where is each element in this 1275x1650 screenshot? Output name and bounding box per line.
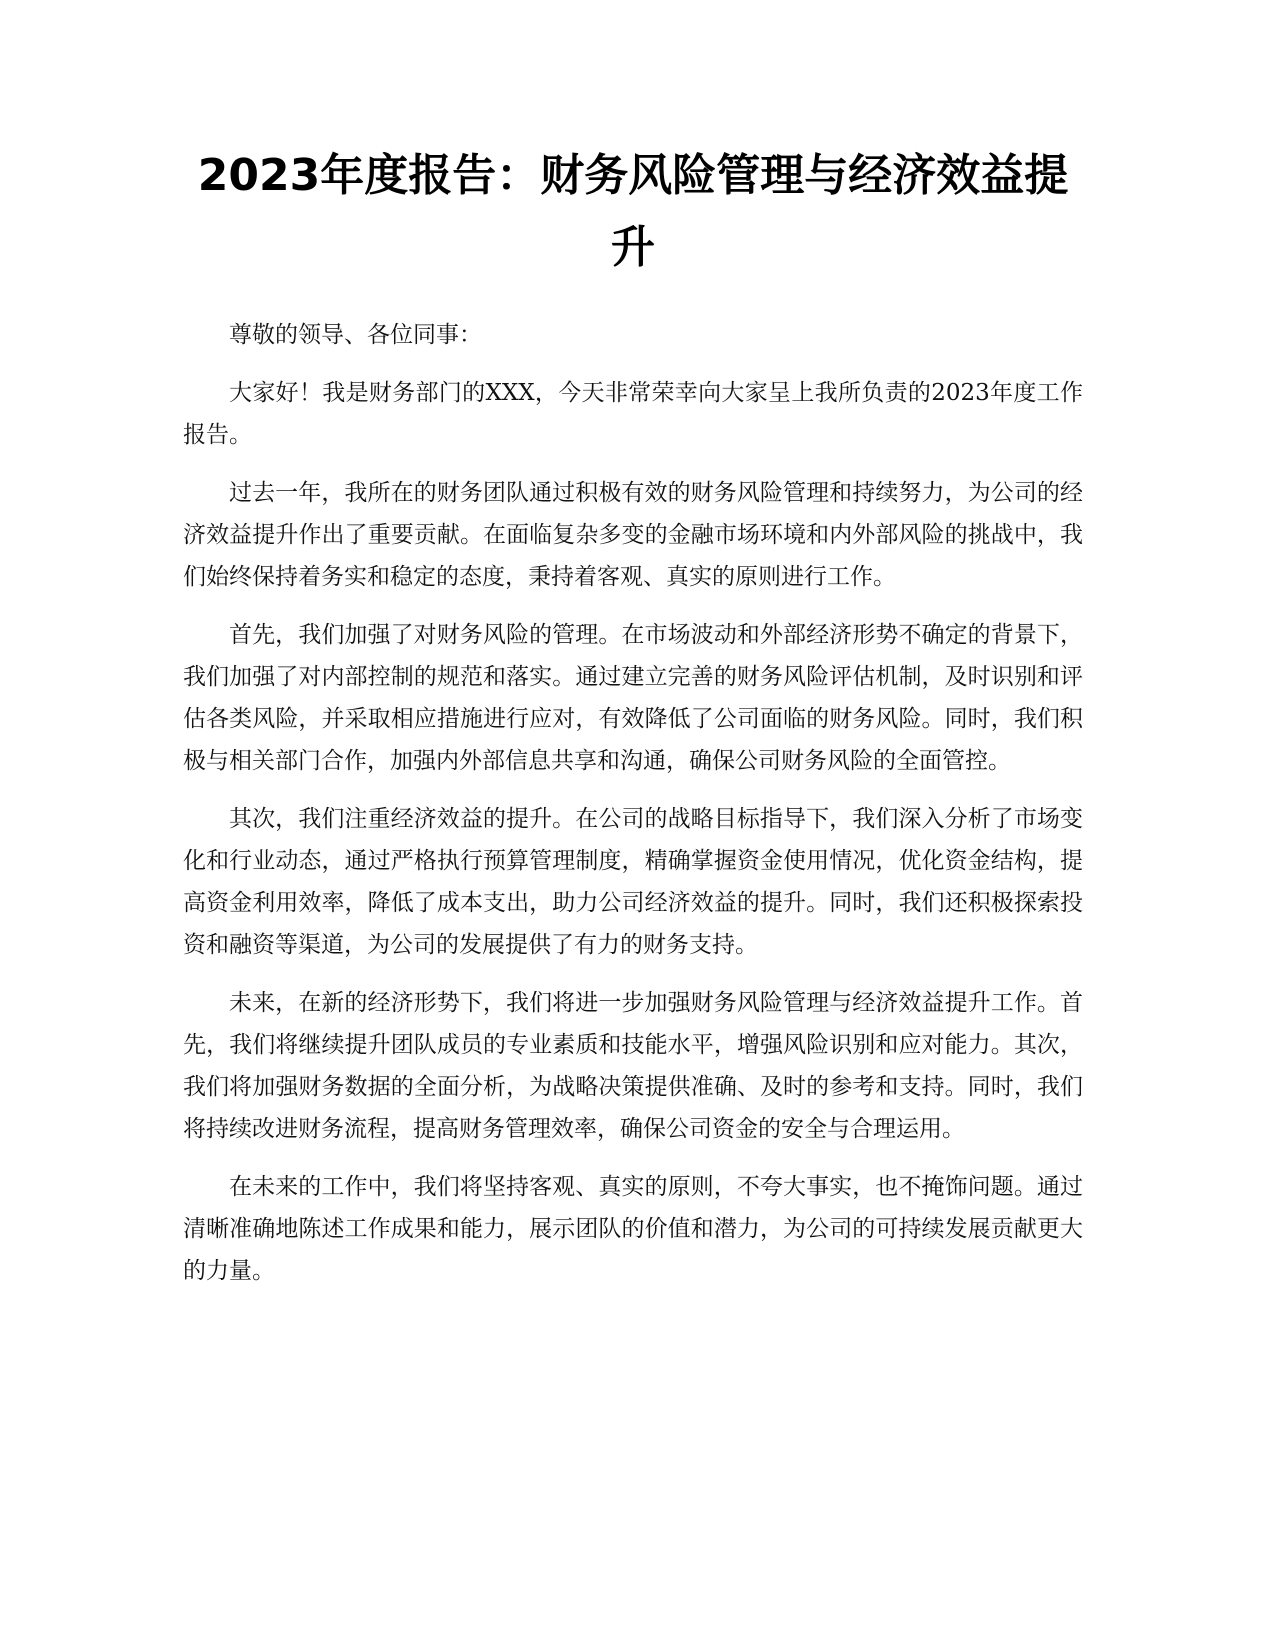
document-body: [183, 140, 1083, 1308]
document-title: 2023年度报告：财务风险管理与经济效益提升: [197, 150, 1069, 273]
paragraph-economic-benefit: 其次，我们注重经济效益的提升。在公司的战略目标指导下，我们深入分析了市场变化和行业动态，通过严格执行预算管理制度，精确掌握资金使用情况，优化资金结构，提高资金利用效率，降低了成本支出，助力公司经济效益的提升。同时，我们还积极探索投资和融资等渠道，为公司的发展提供了有力的财务支持。: [183, 806, 1083, 958]
paragraph-risk-management: 首先，我们加强了对财务风险的管理。在市场波动和外部经济形势不确定的背景下，我们加强了对内部控制的规范和落实。通过建立完善的财务风险评估机制，及时识别和评估各类风险，并采取相应措施进行应对，有效降低了公司面临的财务风险。同时，我们积极与相关部门合作，加强内外部信息共享和沟通，确保公司财务风险的全面管控。: [183, 622, 1083, 774]
paragraph-overview: 过去一年，我所在的财务团队通过积极有效的财务风险管理和持续努力，为公司的经济效益提升作出了重要贡献。在面临复杂多变的金融市场环境和内外部风险的挑战中，我们始终保持着务实和稳定的态度，秉持着客观、真实的原则进行工作。: [183, 480, 1083, 590]
paragraph-greeting: 大家好！我是财务部门的XXX，今天非常荣幸向大家呈上我所负责的2023年度工作报告。: [183, 380, 1083, 448]
paragraph-closing: 在未来的工作中，我们将坚持客观、真实的原则，不夸大事实，也不掩饰问题。通过清晰准确地陈述工作成果和能力，展示团队的价值和潜力，为公司的可持续发展贡献更大的力量。: [183, 1174, 1083, 1284]
paragraph-future-plan: 未来，在新的经济形势下，我们将进一步加强财务风险管理与经济效益提升工作。首先，我们将继续提升团队成员的专业素质和技能水平，增强风险识别和应对能力。其次，我们将加强财务数据的全面分析，为战略决策提供准确、及时的参考和支持。同时，我们将持续改进财务流程，提高财务管理效率，确保公司资金的安全与合理运用。: [183, 990, 1083, 1142]
paragraph-salutation: 尊敬的领导、各位同事：: [229, 322, 482, 348]
